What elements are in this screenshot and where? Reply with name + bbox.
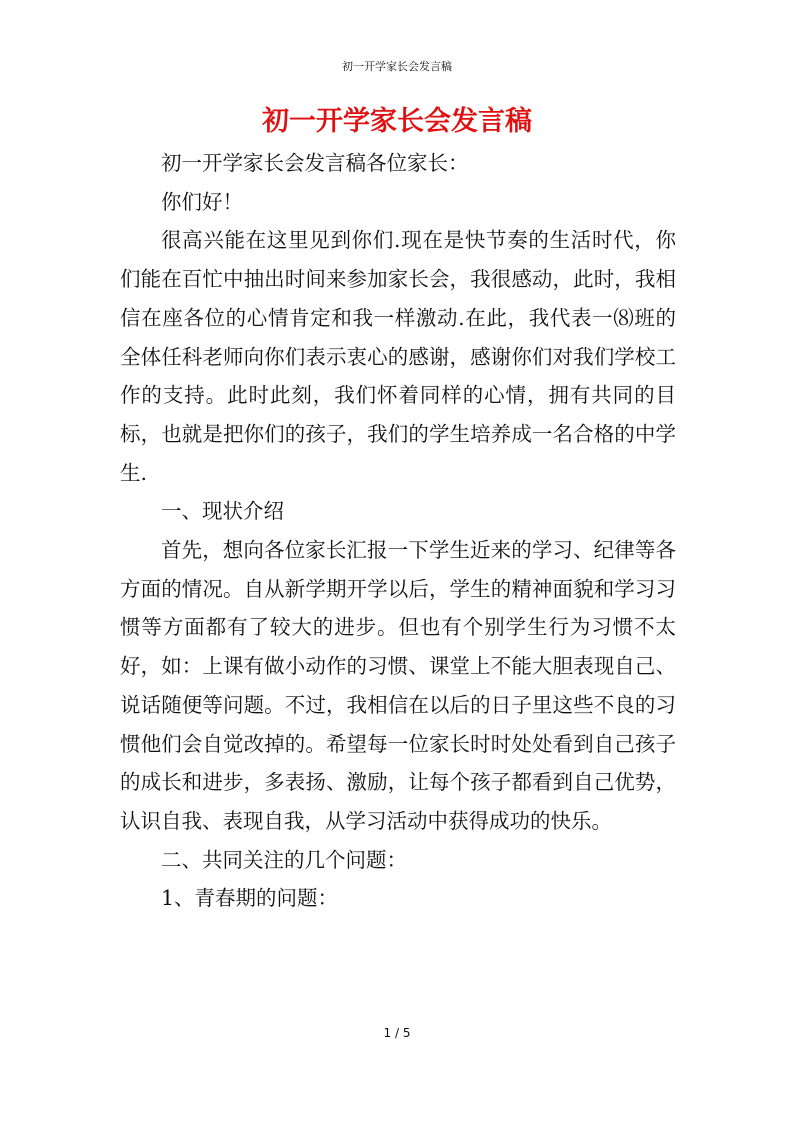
greeting-paragraph: 你们好！ xyxy=(161,189,243,214)
subsection-heading-puberty: 1、青春期的问题： xyxy=(161,886,339,911)
running-header: 初一开学家长会发言稿 xyxy=(342,60,452,73)
page-number: 1 / 5 xyxy=(383,1026,411,1040)
section-heading-status: 一、现状介绍 xyxy=(161,499,284,524)
status-paragraph: 首先，想向各位家长汇报一下学生近来的学习、纪律等各方面的情况。自从新学期开学以后，学生的精神面貌和学习习惯等方面都有了较大的进步。但也有个别学生行为习惯不太好，如：上课有做小动作的习惯、课堂上不能大胆表现自己、说话随便等问题。不过，我相信在以后的日子里这些不良的习惯他们会自觉改掉的。希望每一位家长时时处处看到自己孩子的成长和进步，多表扬、激励，让每个孩子都看到自己优势，认识自我、表现自我，从学习活动中获得成功的快乐。 xyxy=(120,538,676,833)
salutation-paragraph: 初一开学家长会发言稿各位家长： xyxy=(161,151,469,175)
document-title: 初一开学家长会发言稿 xyxy=(262,106,532,137)
intro-paragraph: 很高兴能在这里见到你们.现在是快节奏的生活时代，你们能在百忙中抽出时间来参加家长会，我很感动，此时，我相信在座各位的心情肯定和我一样激动.在此，我代表一⑻班的全体任科老师向你们表示衷心的感谢，感谢你们对我们学校工作的支持。此时此刻，我们怀着同样的心情，拥有共同的目标，也就是把你们的孩子，我们的学生培养成一名合格的中学生. xyxy=(120,228,676,485)
section-heading-issues: 二、共同关注的几个问题： xyxy=(161,847,407,872)
document-body xyxy=(120,144,676,918)
